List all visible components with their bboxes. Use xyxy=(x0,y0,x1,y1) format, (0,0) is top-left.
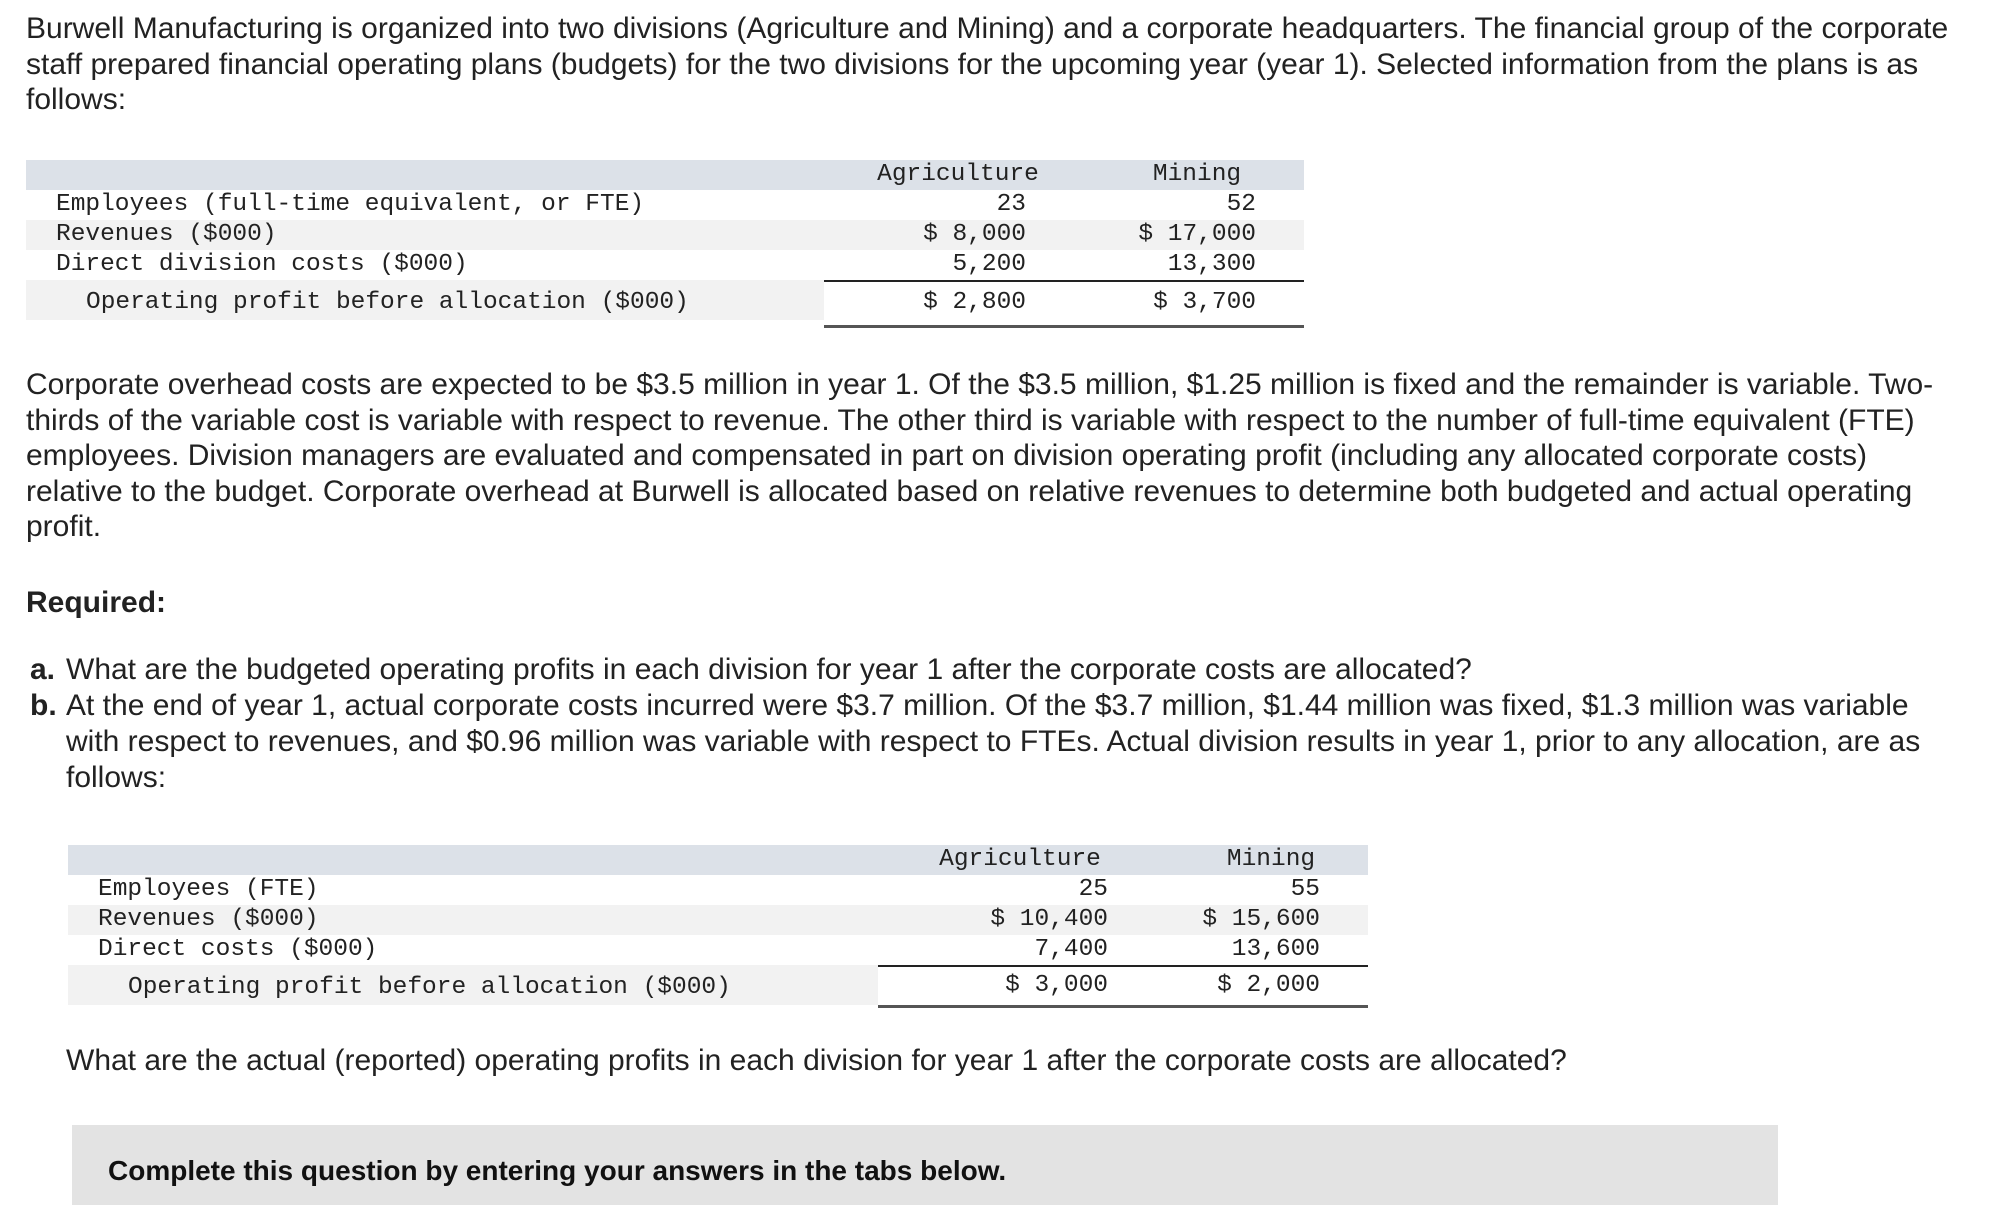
cell-agriculture-total: $ 3,000 xyxy=(1005,972,1108,999)
cell-mining: 52 xyxy=(1226,191,1256,218)
row-label: Revenues ($000) xyxy=(56,221,277,248)
total-rule xyxy=(878,1005,1368,1008)
intro-paragraph: Burwell Manufacturing is organized into two divisions (Agriculture and Mining) and a corporate headquarters. The financial group of the corporate staff prepared financial operating plans (budgets) for the two divisions for the upcoming year (year 1). Selected information from the plans is as follows: xyxy=(26,12,1949,116)
col-header-mining: Mining xyxy=(1226,846,1316,873)
cell-agriculture: 7,400 xyxy=(1034,936,1108,963)
banner-text: Complete this question by entering your answers in the tabs below. xyxy=(108,1155,1007,1186)
row-label-total: Operating profit before allocation ($000) xyxy=(128,974,731,1001)
required-heading: Required: xyxy=(26,586,167,619)
subtotal-rule xyxy=(878,965,1368,967)
row-label: Employees (full-time equivalent, or FTE) xyxy=(56,191,645,218)
row-label: Revenues ($000) xyxy=(98,906,319,933)
cell-mining: $ 17,000 xyxy=(1138,221,1256,248)
col-header-mining: Mining xyxy=(1152,161,1242,188)
question-text: What are the budgeted operating profits in each division for year 1 after the corporate costs are allocated? xyxy=(66,653,1472,686)
table-header-band xyxy=(26,160,1304,190)
cell-mining: $ 15,600 xyxy=(1202,906,1320,933)
cell-agriculture: $ 10,400 xyxy=(990,906,1108,933)
cell-agriculture-total: $ 2,800 xyxy=(923,289,1026,316)
cell-agriculture: 23 xyxy=(996,191,1026,218)
row-label-total: Operating profit before allocation ($000) xyxy=(86,289,689,316)
cell-mining-total: $ 3,700 xyxy=(1153,289,1256,316)
cell-mining-total: $ 2,000 xyxy=(1217,972,1320,999)
question-letter: a. xyxy=(30,653,56,686)
instructions-banner xyxy=(72,1125,1778,1205)
cell-mining: 13,600 xyxy=(1231,936,1320,963)
row-label: Direct costs ($000) xyxy=(98,936,378,963)
question-letter: b. xyxy=(30,689,57,722)
table-header-band xyxy=(68,845,1368,875)
question-text: At the end of year 1, actual corporate costs incurred were $3.7 million. Of the $3.7 million, $1.44 million was fixed, $1.3 million was variable with respect to revenues, and $0.96 million was variable with respect to FTEs. Actual division results in year 1, prior to any allocation, are as follows: xyxy=(66,689,1921,794)
subtotal-rule xyxy=(824,280,1304,282)
cell-agriculture: 25 xyxy=(1078,876,1108,903)
total-rule xyxy=(824,325,1304,328)
cell-agriculture: $ 8,000 xyxy=(923,221,1026,248)
overhead-paragraph: Corporate overhead costs are expected to be $3.5 million in year 1. Of the $3.5 million, $1.25 million is fixed and the remainder is variable. Two-thirds of the variable cost is variable with respect to revenue. The other third is variable with respect to the number of full-time equivalent (FTE) employees. Division managers are evaluated and compensated in part on division operating profit (including any allocated corporate costs) relative to the budget. Corporate overhead at Burwell is allocated based on relative revenues to determine both budgeted and actual operating profit. xyxy=(26,368,1934,543)
col-header-agriculture: Agriculture xyxy=(877,161,1039,188)
col-header-agriculture: Agriculture xyxy=(939,846,1101,873)
cell-mining: 55 xyxy=(1290,876,1320,903)
cell-agriculture: 5,200 xyxy=(952,251,1026,278)
cell-mining: 13,300 xyxy=(1167,251,1256,278)
row-label: Direct division costs ($000) xyxy=(56,251,468,278)
actual-results-table xyxy=(68,845,1368,1015)
budget-table xyxy=(26,160,1304,330)
row-label: Employees (FTE) xyxy=(98,876,319,903)
followup-question: What are the actual (reported) operating profits in each division for year 1 after the corporate costs are allocated? xyxy=(66,1044,1567,1077)
